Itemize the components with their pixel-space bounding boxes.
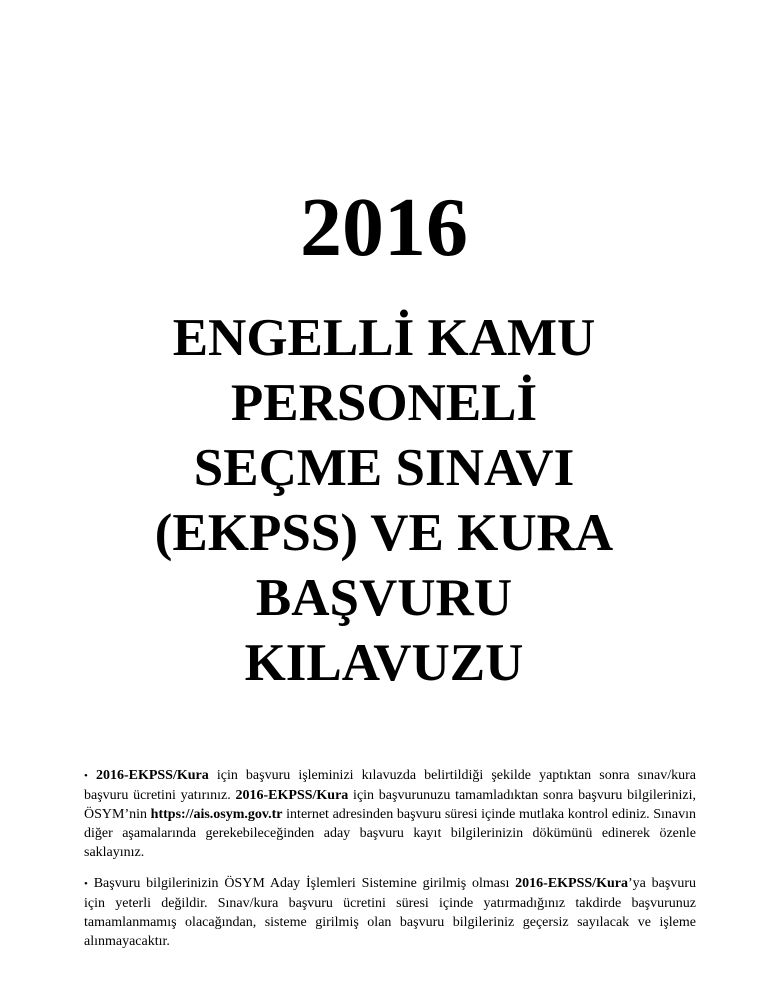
cover-year: 2016 [300,181,468,274]
cover-title-line: PERSONELİ [230,374,538,432]
note-text: için başvuru işleminizi kılavuzda belirtildiği şekilde yaptıktan sonra sınav/kura başvuru ücretini yatırınız. [84,768,697,803]
notes-section [84,766,696,963]
exam-name: 2016-EKPSS/Kura [95,768,209,783]
exam-name: 2016-EKPSS/Kura [515,876,628,891]
cover-title-line: ENGELLİ KAMU [172,309,596,367]
bullet-icon: • [84,878,88,890]
cover-title-line: SEÇME SINAVI [193,439,575,497]
note-paragraph-1 [84,766,696,862]
cover-title-line: BAŞVURU [255,569,513,627]
note-text: internet adresinden başvuru süresi içinde mutlaka kontrol ediniz. Sınavın diğer aşamalarında gerekebileceğinden aday başvuru kayıt bilgilerinizin dökümünü edinerek özenle saklayınız. [84,807,696,860]
note-text: için başvurunuzu tamamladıktan sonra başvuru bilgilerinizi, ÖSYM’nin [84,788,696,822]
note-paragraph-2 [84,874,696,951]
cover-title-line: (EKPSS) VE KURA [154,504,614,562]
osym-url: https://ais.osym.gov.tr [150,807,283,822]
exam-name: 2016-EKPSS/Kura [235,788,349,803]
cover-title [0,306,768,696]
bullet-icon: • [84,770,88,782]
cover-title-line: KILAVUZU [244,634,524,692]
note-text: Başvuru bilgilerinizin ÖSYM Aday İşlemleri Sistemine girilmiş olması [87,876,516,891]
note-text: ’ya başvuru için yeterli değildir. Sınav/kura başvuru ücretini süresi içinde yatırmadığınız takdirde başvurunuz tamamlanmamış olacağından, sisteme girilmiş olan başvuru bilgileriniz geçersiz sayılacak ve işleme alınmayacaktır. [84,876,696,949]
